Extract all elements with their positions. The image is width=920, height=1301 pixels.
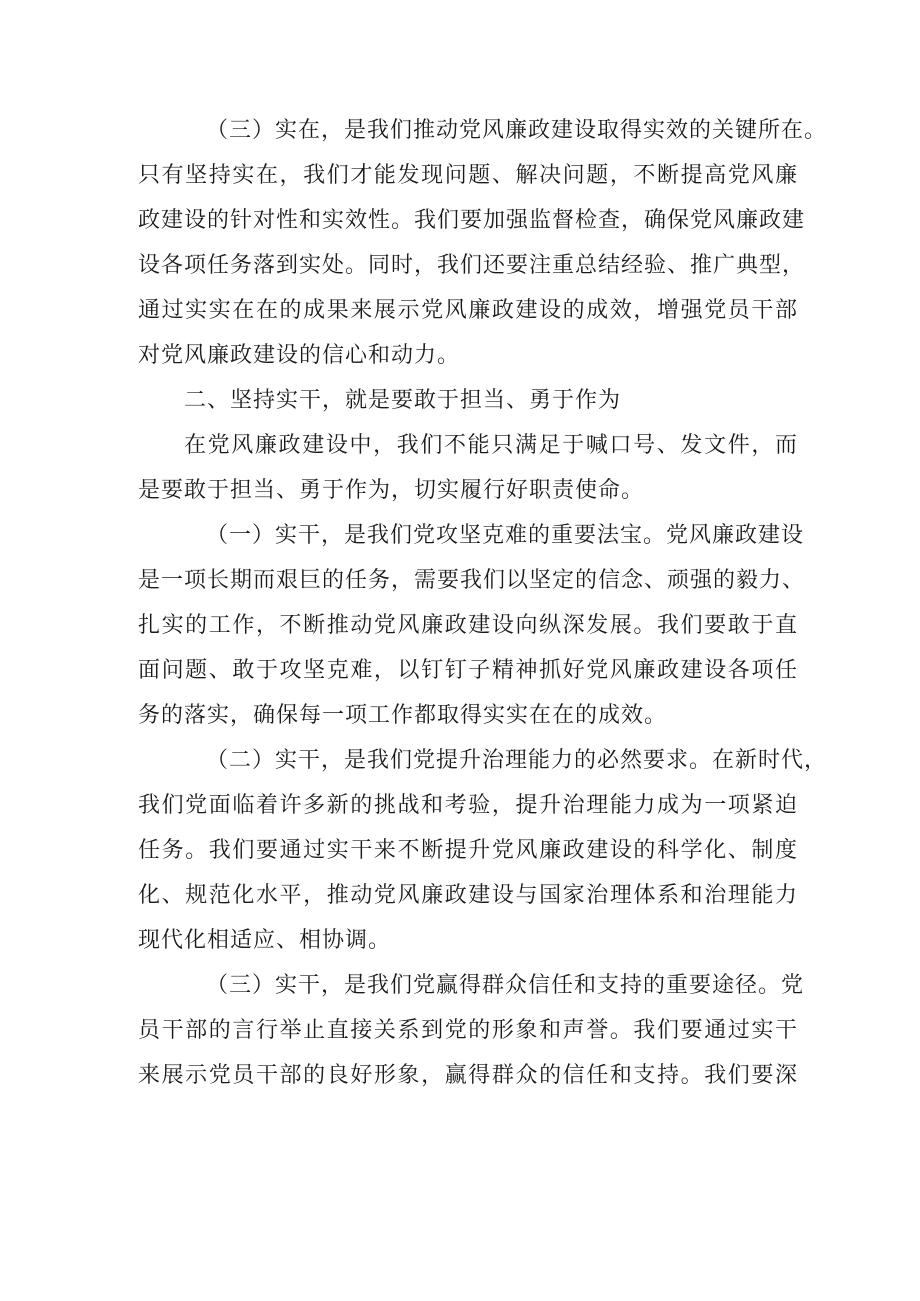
paragraph-shi-gan-3: [138, 963, 805, 1098]
text-line: 对党风廉政建设的信心和动力。: [138, 343, 461, 368]
text-line: 只有坚持实在，我们才能发现问题、解决问题，不断提高党风廉: [138, 163, 798, 188]
section-heading-shi-gan: [138, 378, 798, 423]
text-line: 在党风廉政建设中，我们不能只满足于喊口号、发文件，而: [184, 433, 798, 458]
text-line: （三）实干，是我们党赢得群众信任和支持的重要途径。党: [206, 973, 805, 998]
text-line: （三）实在，是我们推动党风廉政建设取得实效的关键所在。: [206, 118, 828, 143]
paragraph-shi-zai-3: [138, 108, 828, 378]
text-line: （一）实干，是我们党攻坚克难的重要法宝。党风廉政建设: [206, 523, 805, 548]
text-line: 通过实实在在的成果来展示党风廉政建设的成效，增强党员干部: [138, 298, 798, 323]
section-heading: 二、坚持实干，就是要敢于担当、勇于作为: [184, 388, 622, 413]
text-line: 面问题、敢于攻坚克难，以钉钉子精神抓好党风廉政建设各项任: [138, 658, 798, 683]
text-line: 来展示党员干部的良好形象，赢得群众的信任和支持。我们要深: [138, 1063, 798, 1088]
text-line: 员干部的言行举止直接关系到党的形象和声誉。我们要通过实干: [138, 1018, 798, 1043]
document-body: [138, 108, 828, 1098]
paragraph-shi-gan-1: [138, 513, 806, 738]
text-line: 扎实的工作，不断推动党风廉政建设向纵深发展。我们要敢于直: [138, 613, 798, 638]
paragraph-shi-gan-2: [138, 738, 828, 963]
text-line: 政建设的针对性和实效性。我们要加强监督检查，确保党风廉政建: [138, 208, 806, 233]
text-line: 任务。我们要通过实干来不断提升党风廉政建设的科学化、制度: [138, 838, 798, 863]
text-line: （二）实干，是我们党提升治理能力的必然要求。在新时代，: [206, 748, 828, 773]
text-line: 是要敢于担当、勇于作为，切实履行好职责使命。: [138, 478, 645, 503]
text-line: 现代化相适应、相协调。: [138, 928, 392, 953]
text-line: 化、规范化水平，推动党风廉政建设与国家治理体系和治理能力: [138, 883, 798, 908]
text-line: 是一项长期而艰巨的任务，需要我们以坚定的信念、顽强的毅力、: [138, 568, 806, 593]
text-line: 我们党面临着许多新的挑战和考验，提升治理能力成为一项紧迫: [138, 793, 798, 818]
text-line: 务的落实，确保每一项工作都取得实实在在的成效。: [138, 703, 668, 728]
text-line: 设各项任务落到实处。同时，我们还要注重总结经验、推广典型，: [138, 253, 806, 278]
paragraph-intro-shi-gan: [138, 423, 798, 513]
